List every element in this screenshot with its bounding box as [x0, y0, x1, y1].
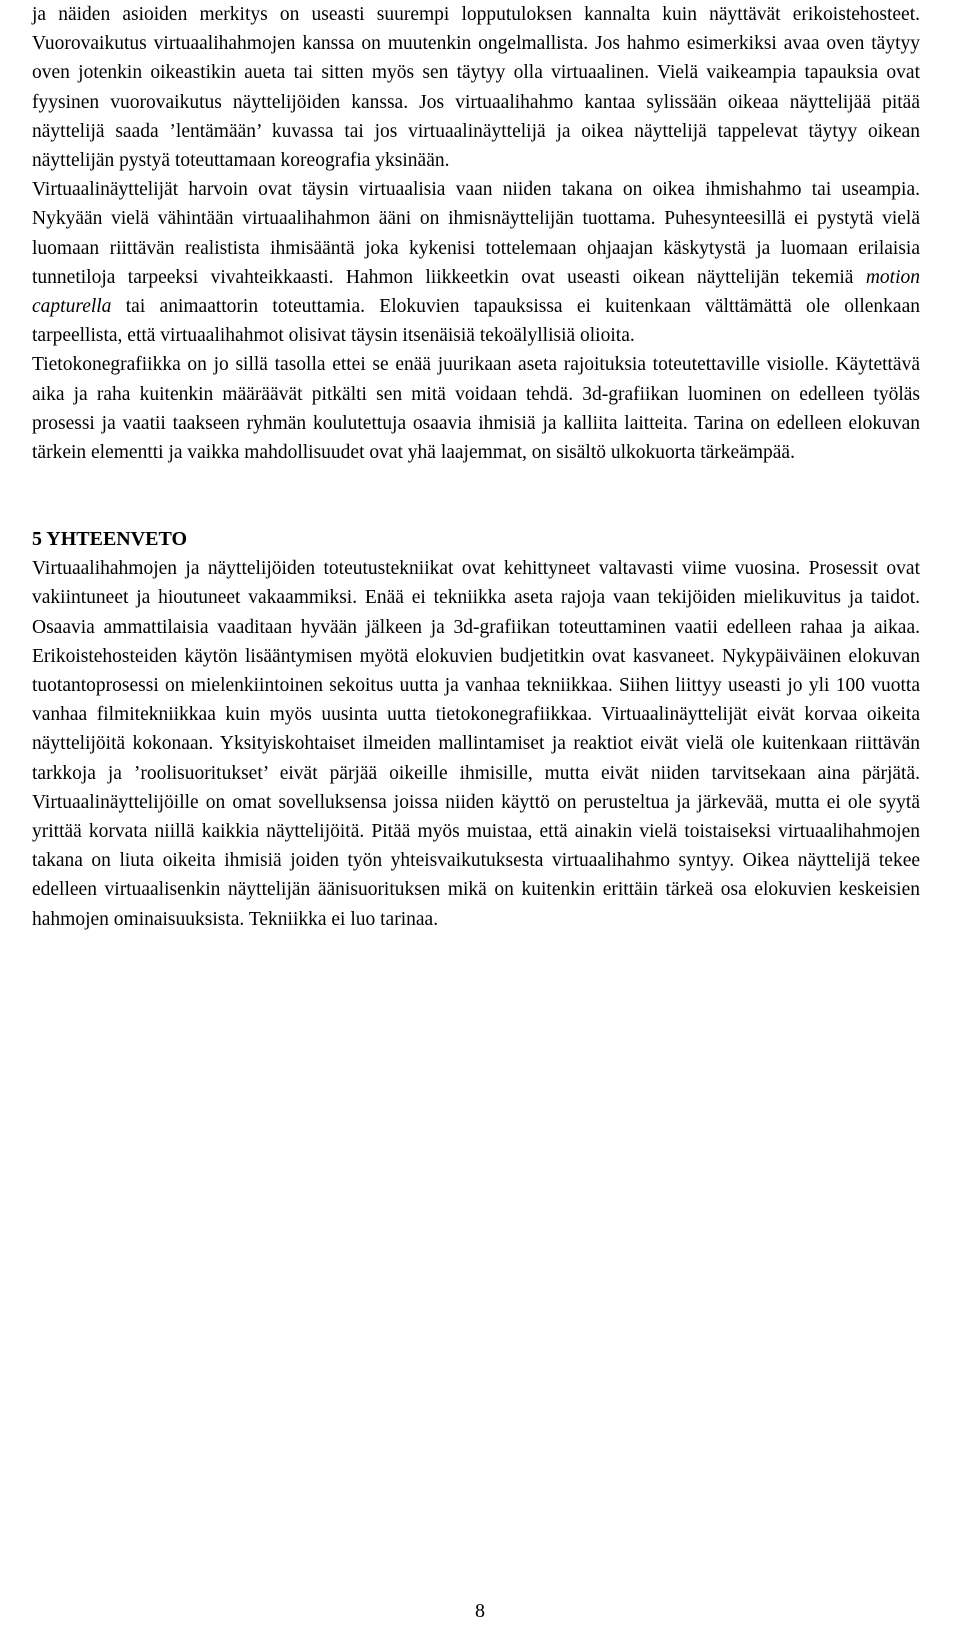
paragraph-2-text-b: tai animaattorin toteuttamia. Elokuvien tapauksissa ei kuitenkaan välttämättä ole ollenkaan tarpeellista, että virtuaalihahmot olisivat täysin itsenäisiä tekoälyllisiä olioita. [32, 296, 920, 347]
paragraph-2-text-a: Virtuaalinäyttelijät harvoin ovat täysin virtuaalisia vaan niiden takana on oikea ihmishahmo tai useampia. Nykyään vielä vähintään virtuaalihahmon ääni on ihmisnäyttelijän tuottama. Puhesynteesillä ei pystytä vielä luomaan riittävän realistista ihmisääntä joka kykenisi tottelemaan ohjaajan käskytystä ja luomaan erilaisia tunnetiloja tarpeeksi vivahteikkaasti. Hahmon liikkeetkin ovat useasti oikean näyttelijän tekemiä [32, 179, 920, 288]
paragraph-3: Tietokonegrafiikka on jo sillä tasolla ettei se enää juurikaan aseta rajoituksia toteutettaville visiolle. Käytettävä aika ja raha kuitenkin määräävät pitkälti sen mitä voidaan tehdä. 3d-grafiikan luominen on edelleen työläs prosessi ja vaatii taakseen ryhmän koulutettuja osaavia ihmisiä ja kalliita laitteita. Tarina on edelleen elokuvan tärkein elementti ja vaikka mahdollisuudet ovat yhä laajemmat, on sisältö ulkokuorta tärkeämpää. [32, 354, 920, 464]
paragraph-1: ja näiden asioiden merkitys on useasti suurempi lopputuloksen kannalta kuin näyttävät erikoistehosteet. Vuorovaikutus virtuaalihahmojen kanssa on muutenkin ongelmallista. Jos hahmo esimerkiksi avaa oven täytyy oven jotenkin oikeastikin aueta tai sitten myös sen täytyy olla virtuaalinen. Vielä vaikeampia tapauksia ovat fyysinen vuorovaikutus näyttelijöiden kanssa. Jos virtuaalihahmo kantaa sylissään oikeaa näyttelijää pitää näyttelijä saada ’lentämään’ kuvassa tai jos virtuaalinäyttelijä ja oikea näyttelijä tappelevat täytyy oikean näyttelijän pystyä toteuttamaan koreografia yksinään. [32, 4, 920, 172]
section-heading: 5 YHTEENVETO [32, 528, 188, 551]
paragraph-2 [32, 175, 920, 350]
paragraph-2-emphasis: motion capturella [32, 266, 920, 318]
page-number: 8 [475, 1600, 485, 1622]
document-page [32, 0, 920, 934]
paragraph-4: Virtuaalihahmojen ja näyttelijöiden toteutustekniikat ovat kehittyneet valtavasti viime vuosina. Prosessit ovat vakiintuneet ja hioutuneet vakaammiksi. Enää ei tekniikka aseta rajoja vaan tekijöiden mielikuvitus ja taidot. Osaavia ammattilaisia vaaditaan hyvään jälkeen ja 3d-grafiikan toteuttaminen vaatii edelleen rahaa ja aikaa. Erikoistehosteiden käytön lisääntymisen myötä elokuvien budjetitkin ovat kasvaneet. Nykypäiväinen elokuvan tuotantoprosessi on mielenkiintoinen sekoitus uutta ja vanhaa tekniikkaa. Siihen liittyy useasti jo yli 100 vuotta vanhaa filmitekniikkaa kuin myös uusinta uutta tietokonegrafiikkaa. Virtuaalinäyttelijät eivät korvaa oikeita näyttelijöitä kokonaan. Yksityiskohtaiset ilmeiden mallintamiset ja reaktiot eivät vielä ole kuitenkaan riittävän tarkkoja ja ’roolisuoritukset’ eivät pärjää oikeille ihmisille, mutta eivät niiden tarvitsekaan aina pärjätä. Virtuaalinäyttelijöille on omat sovelluksensa joissa niiden käyttö on perusteltua ja järkevää, mutta ei ole syytä yrittää korvata niillä kaikkia näyttelijöitä. Pitää myös muistaa, että ainakin vielä toistaiseksi virtuaalihahmojen takana on liuta oikeita ihmisiä joiden työn yhteisvaikutuksesta virtuaalihahmo syntyy. Oikea näyttelijä tekee edelleen virtuaalisenkin näyttelijän äänisuorituksen mikä on kuitenkin erittäin tärkeä osa elokuvien keskeisien hahmojen ominaisuuksista. Tekniikka ei luo tarinaa. [32, 558, 920, 930]
